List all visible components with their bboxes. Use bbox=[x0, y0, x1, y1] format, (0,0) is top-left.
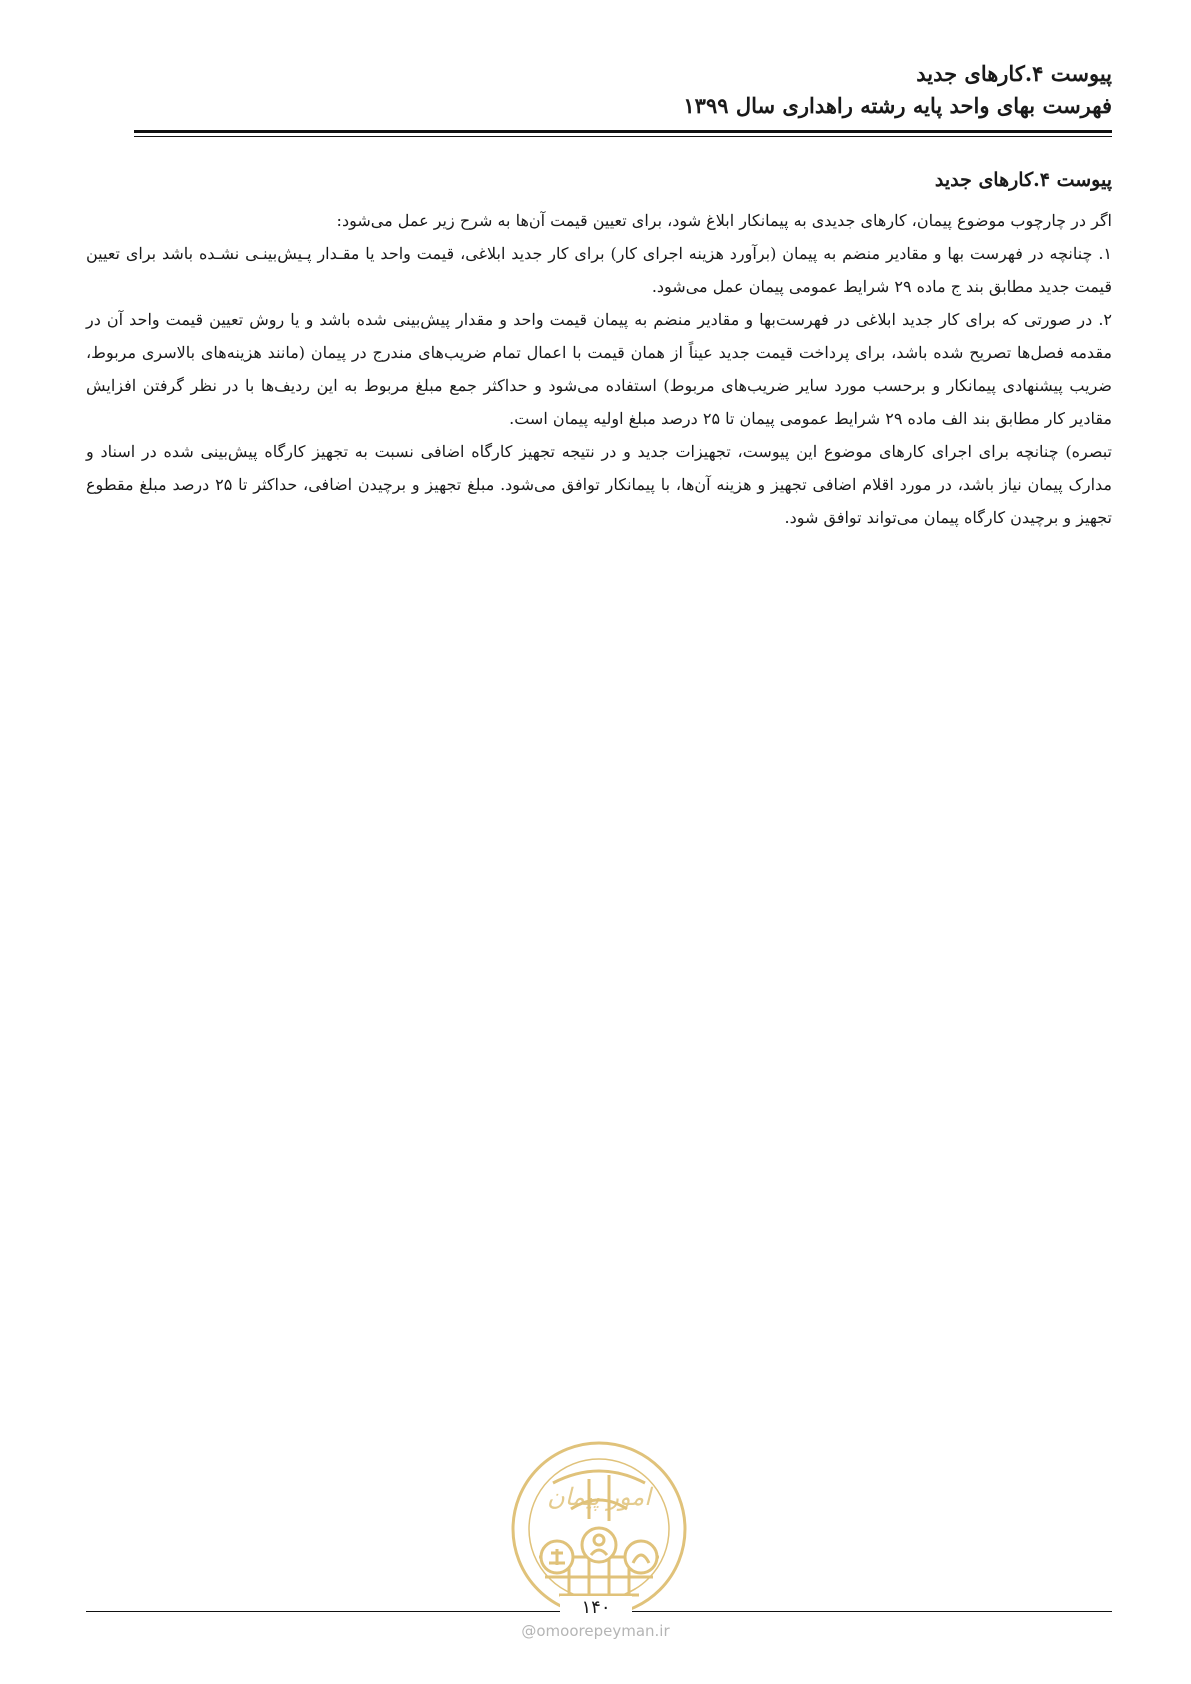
omoor-peyman-logo bbox=[509, 1439, 689, 1619]
page-header bbox=[134, 58, 1112, 122]
header-rule-thick bbox=[134, 130, 1112, 133]
page-number: ۱۴۰ bbox=[560, 1596, 632, 1620]
paragraph-item-2: ۲. در صورتی که برای کار جدید ابلاغی در فهرست‌بها و مقادیر منضم به پیمان قیمت واحد و مقدار پیش‌بینی شده باشد و یا روش تعیین قیمت واحد آن در مقدمه فصل‌ها تصریح شده باشد، برای پرداخت قیمت جدید عیناً از همان قیمت با اعمال تمام ضریب‌های مندرج در پیمان (مانند هزینه‌های بالاسری مربوط، ضریب پیشنهادی پیمانکار و برحسب مورد سایر ضریب‌های مربوط) استفاده می‌شود و حداکثر جمع مبلغ مربوط به این ردیف‌ها با در نظر گرفتن افزایش مقادیر کار مطابق بند الف ماده ۲۹ شرایط عمومی پیمان تا ۲۵ درصد مبلغ اولیه پیمان است. bbox=[86, 310, 1113, 428]
logo-text: امور پیمان bbox=[547, 1483, 651, 1511]
paragraph-note: تبصره) چنانچه برای اجرای کارهای موضوع این پیوست، تجهیزات جدید و در نتیجه تجهیز کارگاه اضافی نسبت به تجهیز کارگاه پیش‌بینی شده در اسناد و مدارک پیمان نیاز باشد، در مورد اقلام اضافی تجهیز و هزینه آن‌ها، با پیمانکار توافق می‌شود. مبلغ تجهیز و برچیدن اضافی، حداکثر تا ۲۵ درصد مبلغ مقطوع تجهیز و برچیدن کارگاه پیمان می‌تواند توافق شود. bbox=[86, 442, 1112, 527]
paragraph-item-1: ۱. چنانچه در فهرست بها و مقادیر منضم به پیمان (برآورد هزینه اجرای کار) برای کار جدید ابلاغی، قیمت واحد یا مقـدار پـیش‌بینـی نشـده باشد برای تعیین قیمت جدید مطابق بند ج ماده ۲۹ شرایط عمومی پیمان عمل می‌شود. bbox=[86, 244, 1112, 296]
paragraph-intro: اگر در چارچوب موضوع پیمان، کارهای جدیدی به پیمانکار ابلاغ شود، برای تعیین قیمت آن‌ها به شرح زیر عمل می‌شود: bbox=[336, 211, 1112, 230]
header-rule-thin bbox=[134, 136, 1112, 137]
watermark-text: @omoorepeyman.ir bbox=[521, 1622, 670, 1640]
header-line-1: پیوست ۴.کارهای جدید bbox=[916, 61, 1112, 86]
header-line-2: فهرست بهای واحد پایه رشته راهداری سال ۱۳۹۹ bbox=[683, 93, 1112, 118]
main-content bbox=[86, 162, 1112, 534]
section-title: پیوست ۴.کارهای جدید bbox=[934, 169, 1112, 191]
